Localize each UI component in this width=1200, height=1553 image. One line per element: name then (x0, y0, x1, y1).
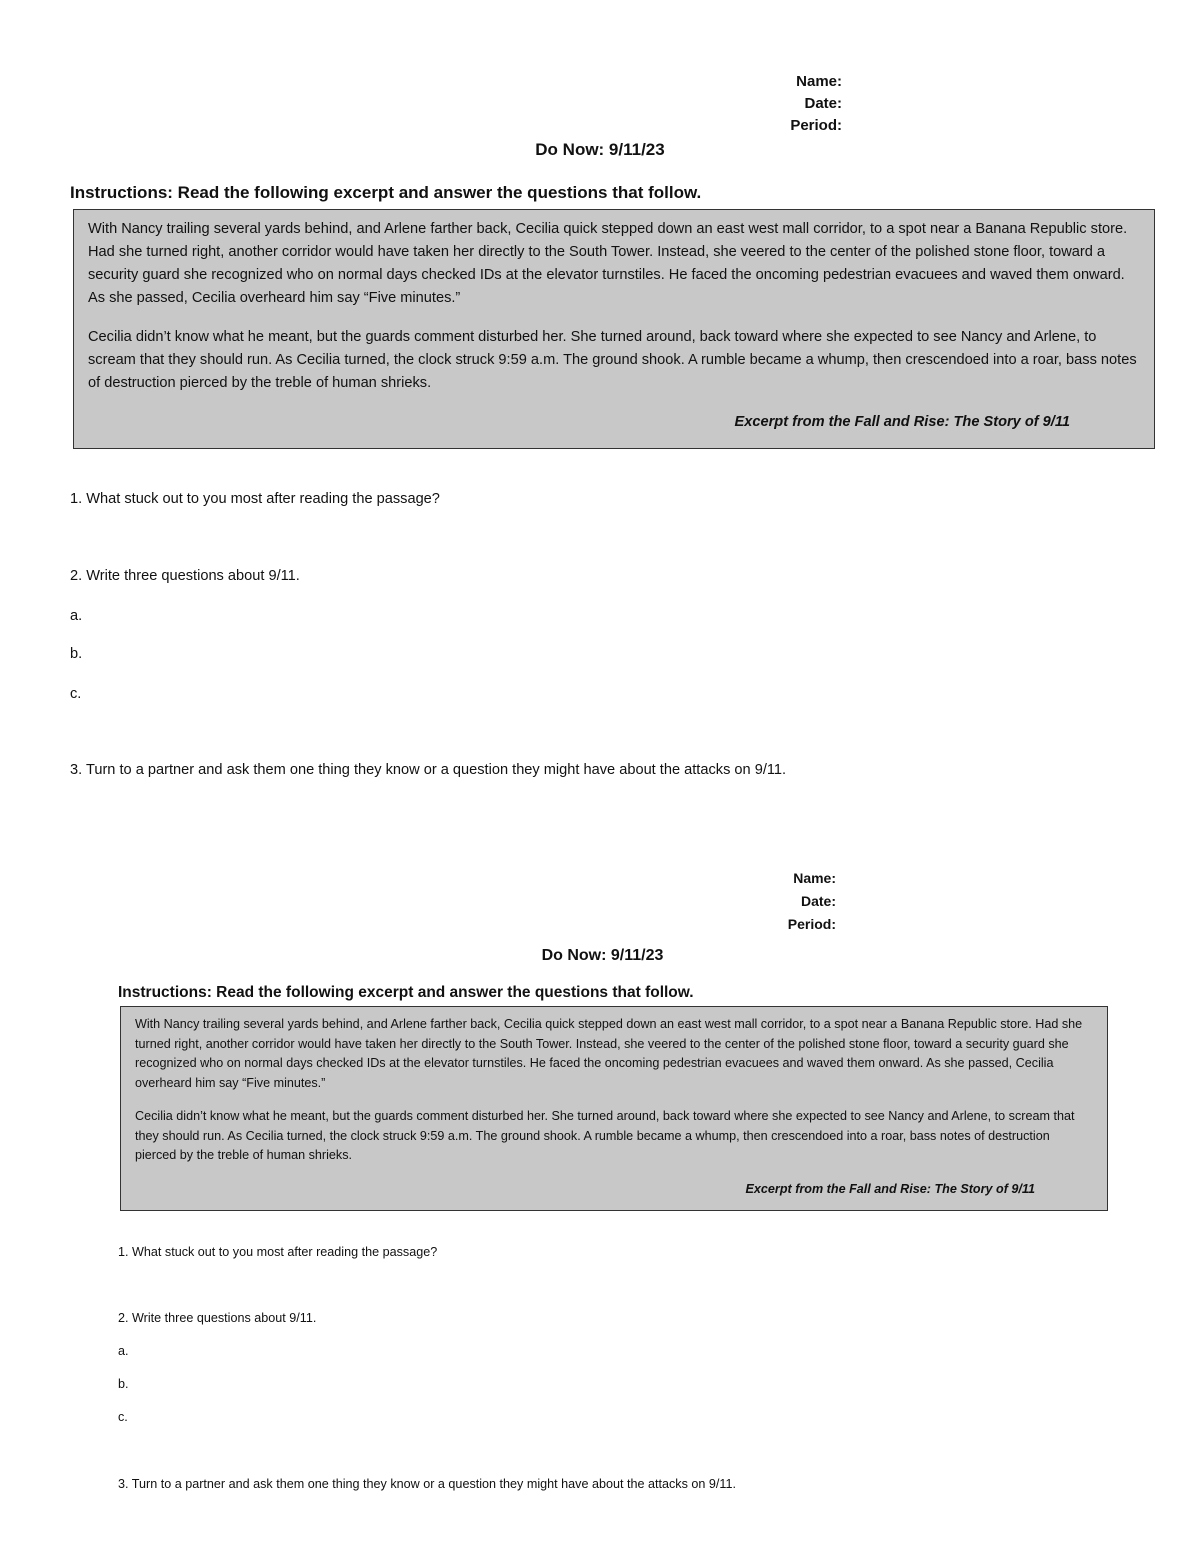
date-label: Date: (804, 95, 842, 112)
name-label: Name: (793, 870, 836, 886)
answer-b-label: b. (118, 1377, 129, 1391)
instructions: Instructions: Read the following excerpt and answer the questions that follow. (70, 183, 702, 202)
answer-a-label: a. (118, 1344, 129, 1358)
answer-c-label: c. (118, 1410, 128, 1424)
instructions: Instructions: Read the following excerpt and answer the questions that follow. (118, 984, 694, 1001)
excerpt-paragraph-2: Cecilia didn’t know what he meant, but the guards comment disturbed her. She turned around, back toward where she expected to see Nancy and Arlene, to scream that they should run. As Cecilia turned, the clock struck 9:59 a.m. The ground shook. A rumble became a whump, then crescendoed into a roar, bass notes of destruction pierced by the treble of human shrieks. (88, 329, 1137, 391)
question-2: 2. Write three questions about 9/11. (70, 568, 300, 584)
excerpt-paragraph-1: With Nancy trailing several yards behind, and Arlene farther back, Cecilia quick stepped down an east west mall corridor, to a spot near a Banana Republic store. Had she turned right, another corridor would have taken her directly to the South Tower. Instead, she veered to the center of the polished stone floor, toward a security guard she recognized who on normal days checked IDs at the elevator turnstiles. He faced the oncoming pedestrian evacuees and waved them onward. As she passed, Cecilia overheard him say “Five minutes.” (88, 221, 1128, 306)
page-title: Do Now: 9/11/23 (535, 140, 665, 159)
period-label: Period: (790, 117, 842, 134)
excerpt-source: Excerpt from the Fall and Rise: The Story of 9/11 (745, 1181, 1035, 1196)
page-title: Do Now: 9/11/23 (541, 947, 664, 964)
excerpt-box (120, 1006, 1108, 1211)
answer-a-label: a. (70, 608, 83, 624)
header-block (722, 71, 842, 137)
period-label: Period: (787, 916, 836, 932)
question-3: 3. Turn to a partner and ask them one thing they know or a question they might have about the attacks on 9/11. (118, 1477, 736, 1491)
excerpt-box (73, 209, 1155, 449)
excerpt-source: Excerpt from the Fall and Rise: The Story of 9/11 (734, 414, 1070, 430)
question-2: 2. Write three questions about 9/11. (118, 1311, 317, 1325)
question-1: 1. What stuck out to you most after reading the passage? (118, 1245, 438, 1259)
excerpt-paragraph-2: Cecilia didn’t know what he meant, but the guards comment disturbed her. She turned around, back toward where she expected to see Nancy and Arlene, to scream that they should run. As Cecilia turned, the clock struck 9:59 a.m. The ground shook. A rumble became a whump, then crescendoed into a roar, bass notes of destruction pierced by the treble of human shrieks. (135, 1109, 1075, 1162)
header-block (716, 867, 836, 936)
date-label: Date: (800, 893, 836, 909)
answer-c-label: c. (70, 686, 82, 702)
name-label: Name: (796, 73, 842, 90)
question-3: 3. Turn to a partner and ask them one thing they know or a question they might have about the attacks on 9/11. (70, 762, 787, 778)
excerpt-paragraph-1: With Nancy trailing several yards behind, and Arlene farther back, Cecilia quick stepped down an east west mall corridor, to a spot near a Banana Republic store. Had she turned right, another corridor would have taken her directly to the South Tower. Instead, she veered to the center of the polished stone floor, toward a security guard she recognized who on normal days checked IDs at the elevator turnstiles. He faced the oncoming pedestrian evacuees and waved them onward. As she passed, Cecilia overheard him say “Five minutes.” (135, 1017, 1083, 1090)
answer-b-label: b. (70, 646, 83, 662)
question-1: 1. What stuck out to you most after reading the passage? (70, 491, 440, 507)
